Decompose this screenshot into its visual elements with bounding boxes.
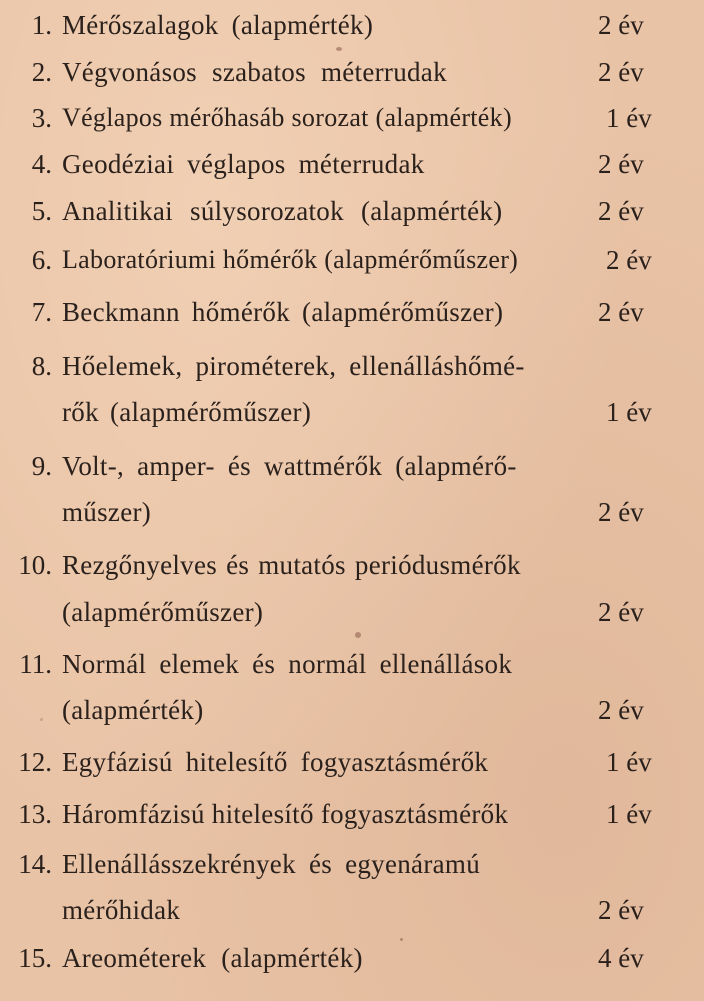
item-years: 2 év: [598, 597, 644, 627]
list-item-13: [0, 794, 704, 834]
list-item-4: [0, 144, 704, 184]
item-number: 11.: [19, 649, 52, 679]
list-item-6: [0, 240, 704, 280]
item-text: Mérőszalagok (alapmérték): [62, 10, 374, 40]
item-number: 12.: [18, 747, 52, 777]
list-item-8-continued: [0, 392, 704, 432]
paper-speck: [40, 718, 43, 721]
item-years: 2 év: [598, 196, 644, 226]
list-item-1: [0, 5, 704, 45]
item-years: 4 év: [598, 943, 644, 973]
item-years: 2 év: [598, 497, 644, 527]
item-text: Beckmann hőmérők (alapmérőműszer): [62, 297, 504, 327]
item-years: 1 év: [606, 747, 652, 777]
paper-speck: [336, 47, 342, 51]
list-item-2: [0, 52, 704, 92]
list-item-11-continued: [0, 690, 704, 730]
item-number: 14.: [18, 849, 52, 879]
item-text: Areométerek (alapmérték): [62, 943, 363, 973]
item-number: 9.: [31, 451, 52, 481]
list-item-15: [0, 938, 704, 978]
item-years: 2 év: [598, 10, 644, 40]
item-number: 1.: [31, 10, 52, 40]
item-years: 2 év: [598, 149, 644, 179]
item-number: 13.: [18, 799, 52, 829]
item-text: rők (alapmérőműszer): [62, 397, 312, 427]
item-number: 5.: [31, 196, 52, 226]
item-text: Végvonásos szabatos méterrudak: [62, 57, 447, 87]
item-years: 1 év: [606, 397, 652, 427]
paper-speck: [355, 632, 361, 638]
list-item-14-continued: [0, 890, 704, 930]
item-text: Normál elemek és normál ellenállások: [62, 649, 513, 679]
item-text: (alapmérték): [62, 695, 204, 725]
item-years: 2 év: [598, 695, 644, 725]
list-item-5: [0, 191, 704, 231]
item-years: 2 év: [598, 297, 644, 327]
item-text: Geodéziai véglapos méterrudak: [62, 149, 425, 179]
item-text: műszer): [62, 497, 152, 527]
item-number: 15.: [18, 943, 52, 973]
item-text: Laboratóriumi hőmérők (alapmérőműszer): [62, 245, 519, 274]
item-text: Véglapos mérőhasáb sorozat (alapmérték): [62, 103, 512, 132]
list-item-3: [0, 98, 704, 138]
list-item-14: [0, 844, 704, 884]
paper-speck: [400, 938, 403, 941]
item-years: 1 év: [606, 103, 652, 133]
item-years: 2 év: [606, 245, 652, 275]
item-number: 3.: [31, 103, 52, 133]
list-item-9: [0, 446, 704, 486]
item-text: Volt-, amper- és wattmérők (alapmérő-: [62, 451, 517, 481]
item-text: Ellenállásszekrények és egyenáramú: [62, 849, 481, 879]
item-text: Rezgőnyelves és mutatós periódusmérők: [62, 550, 521, 580]
item-years: 2 év: [598, 57, 644, 87]
item-number: 7.: [31, 297, 52, 327]
list-item-10: [0, 545, 704, 585]
list-item-12: [0, 742, 704, 782]
item-text: mérőhidak: [62, 895, 181, 925]
item-text: Analitikai súlysorozatok (alapmérték): [62, 196, 503, 226]
item-text: (alapmérőműszer): [62, 597, 264, 627]
item-years: 1 év: [606, 799, 652, 829]
item-number: 4.: [31, 149, 52, 179]
list-item-7: [0, 292, 704, 332]
item-number: 2.: [31, 57, 52, 87]
list-item-9-continued: [0, 492, 704, 532]
list-item-11: [0, 644, 704, 684]
list-item-8: [0, 346, 704, 386]
item-number: 6.: [31, 245, 52, 275]
item-years: 2 év: [598, 895, 644, 925]
item-number: 10.: [18, 550, 52, 580]
item-text: Hőelemek, pirométerek, ellenálláshőmé-: [62, 351, 525, 381]
item-text: Háromfázisú hitelesítő fogyasztásmérők: [62, 799, 509, 829]
item-text: Egyfázisú hitelesítő fogyasztásmérők: [62, 747, 489, 777]
item-number: 8.: [31, 351, 52, 381]
list-item-10-continued: [0, 592, 704, 632]
